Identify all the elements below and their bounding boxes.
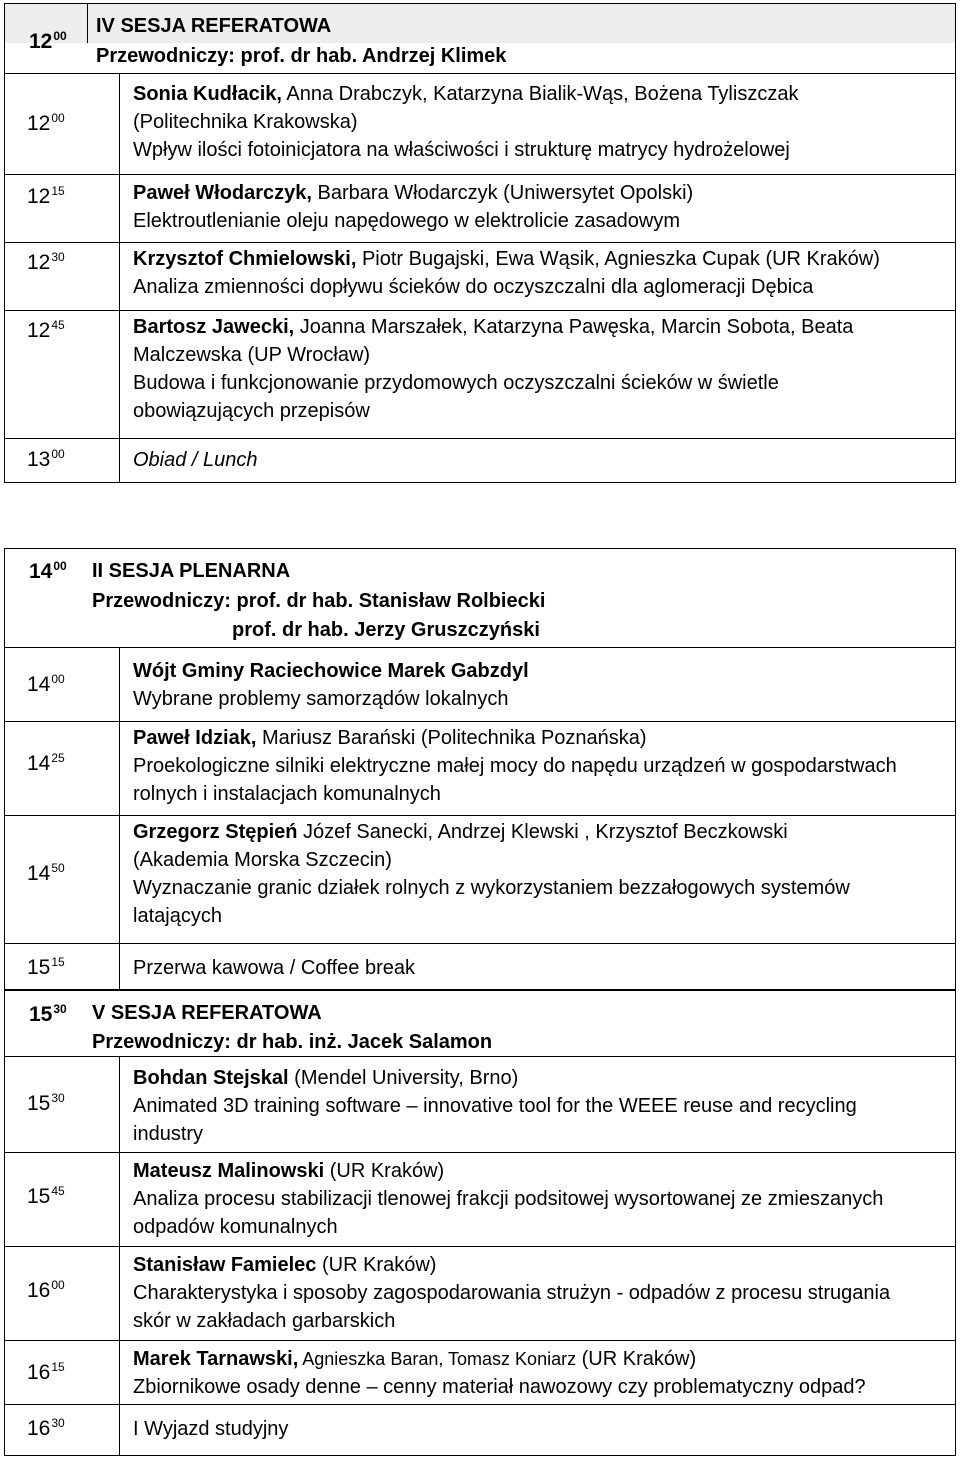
- talk-title: Budowa i funkcjonowanie przydomowych oczyszczalni ścieków w świetle: [133, 372, 779, 394]
- author-lead: Bartosz Jawecki,: [133, 316, 295, 338]
- item-time: $16^{00}$: [27, 1278, 65, 1302]
- session-title: II SESJA PLENARNA: [92, 560, 291, 582]
- authors: Joanna Marszałek, Katarzyna Pawęska, Marcin Sobota, Beata: [294, 316, 854, 338]
- session-chair-2: prof. dr hab. Jerzy Gruszczyński: [232, 619, 540, 641]
- talk-title-cont: rolnych i instalacjach komunalnych: [133, 783, 441, 805]
- session-header: [5, 4, 955, 53]
- item-time: $12^{15}$: [27, 184, 65, 208]
- author-lead: Mateusz Malinowski: [133, 1160, 325, 1182]
- item-time: $15^{15}$: [27, 955, 65, 979]
- affiliation: (Akademia Morska Szczecin): [133, 849, 392, 871]
- affiliation: (UR Kraków): [576, 1348, 697, 1370]
- talk-title: Analiza zmienności dopływu ścieków do oczyszczalni dla aglomeracji Dębica: [133, 276, 814, 298]
- item-time: $12^{30}$: [27, 250, 65, 274]
- item-time: $14^{00}$: [27, 672, 65, 696]
- session-chair: Przewodniczy: dr hab. inż. Jacek Salamon: [92, 1031, 493, 1053]
- session-title: V SESJA REFERATOWA: [92, 1002, 322, 1024]
- agenda-item: [5, 1340, 955, 1403]
- authors-cont: Malczewska (UP Wrocław): [133, 344, 371, 366]
- agenda-item: [5, 1152, 955, 1249]
- agenda-item-trip: [5, 1404, 955, 1455]
- session-title: IV SESJA REFERATOWA: [96, 15, 332, 37]
- session-table-4: [4, 3, 956, 483]
- author-lead: Bohdan Stejskal: [133, 1067, 289, 1089]
- speaker: Wójt Gminy Raciechowice Marek Gabzdyl: [133, 660, 529, 682]
- agenda-item: [5, 1062, 955, 1150]
- session-time: $12^{00}$: [29, 29, 67, 53]
- talk-title: Wyznaczanie granic działek rolnych z wykorzystaniem bezzałogowych systemów: [133, 877, 850, 899]
- talk-title: Wybrane problemy samorządów lokalnych: [133, 688, 509, 710]
- authors: (UR Kraków): [324, 1160, 445, 1182]
- author-lead: Grzegorz Stępień: [133, 821, 298, 843]
- session-table-5: [4, 990, 956, 1456]
- talk-title: Proekologiczne silniki elektryczne małej mocy do napędu urządzeń w gospodarstwach: [133, 755, 897, 777]
- talk-title: Animated 3D training software – innovative tool for the WEEE reuse and recycling: [133, 1095, 857, 1117]
- authors: Agnieszka Baran, Tomasz Koniarz: [298, 1349, 577, 1369]
- talk-title: Charakterystyka i sposoby zagospodarowania strużyn - odpadów z procesu strugania: [133, 1282, 891, 1304]
- item-time: $16^{15}$: [27, 1360, 65, 1384]
- agenda-item: [5, 310, 955, 435]
- talk-title-cont: odpadów komunalnych: [133, 1216, 338, 1238]
- agenda-item: [5, 815, 955, 936]
- author-lead: Paweł Włodarczyk,: [133, 182, 312, 204]
- talk-title: Wpływ ilości fotoinicjatora na właściwości i strukturę matrycy hydrożelowej: [133, 139, 790, 161]
- item-time: $14^{50}$: [27, 861, 65, 885]
- session-time: $14^{00}$: [29, 559, 67, 583]
- session-table-plenary: [4, 548, 956, 990]
- authors: Mariusz Barański (Politechnika Poznańska): [256, 727, 647, 749]
- authors: (UR Kraków): [316, 1254, 437, 1276]
- agenda-item-lunch: [5, 438, 955, 482]
- author-lead: Krzysztof Chmielowski,: [133, 248, 357, 270]
- agenda-item: [5, 721, 955, 812]
- talk-title-cont: skór w zakładach garbarskich: [133, 1310, 396, 1332]
- talk-title: Zbiornikowe osady denne – cenny materiał nawozowy czy problematyczny odpad?: [133, 1376, 866, 1398]
- item-time: $13^{00}$: [27, 447, 65, 471]
- talk-title-cont: industry: [133, 1123, 204, 1145]
- author-lead: Paweł Idziak,: [133, 727, 257, 749]
- lunch-label: Obiad / Lunch: [133, 449, 258, 471]
- agenda-item: [5, 653, 955, 711]
- talk-title: Elektroutlenianie oleju napędowego w elektrolicie zasadowym: [133, 210, 680, 232]
- affiliation: (Politechnika Krakowska): [133, 111, 358, 133]
- authors: Barbara Włodarczyk (Uniwersytet Opolski): [311, 182, 694, 204]
- authors: Józef Sanecki, Andrzej Klewski , Krzysztof Beczkowski: [297, 821, 788, 843]
- authors: (Mendel University, Brno): [288, 1067, 519, 1089]
- item-time: $16^{30}$: [27, 1416, 65, 1440]
- item-time: $12^{45}$: [27, 318, 65, 342]
- author-lead: Sonia Kudłacik,: [133, 83, 282, 105]
- item-time: $15^{30}$: [27, 1091, 65, 1115]
- item-time: $12^{00}$: [27, 111, 65, 135]
- agenda-item: [5, 242, 955, 309]
- item-time: $14^{25}$: [27, 751, 65, 775]
- agenda-item: [5, 1246, 955, 1341]
- session-chair: Przewodniczy: prof. dr hab. Stanisław Rolbiecki: [92, 590, 546, 612]
- talk-title-cont: latających: [133, 905, 222, 927]
- break-label: Przerwa kawowa / Coffee break: [133, 957, 415, 979]
- talk-title: Analiza procesu stabilizacji tlenowej frakcji podsitowej wysortowanej ze zmieszanych: [133, 1188, 884, 1210]
- item-time: $15^{45}$: [27, 1184, 65, 1208]
- talk-title-cont: obowiązujących przepisów: [133, 400, 370, 422]
- author-lead: Marek Tarnawski,: [133, 1348, 299, 1370]
- session-chair: Przewodniczy: prof. dr hab. Andrzej Klimek: [96, 45, 507, 67]
- trip-label: I Wyjazd studyjny: [133, 1418, 289, 1440]
- agenda-item: [5, 80, 955, 170]
- author-lead: Stanisław Famielec: [133, 1254, 317, 1276]
- agenda-item-break: [5, 943, 955, 990]
- session-time: $15^{30}$: [29, 1002, 67, 1026]
- agenda-item: [5, 174, 955, 239]
- authors: Piotr Bugajski, Ewa Wąsik, Agnieszka Cupak (UR Kraków): [356, 248, 880, 270]
- authors: Anna Drabczyk, Katarzyna Bialik-Wąs, Bożena Tyliszczak: [281, 83, 799, 105]
